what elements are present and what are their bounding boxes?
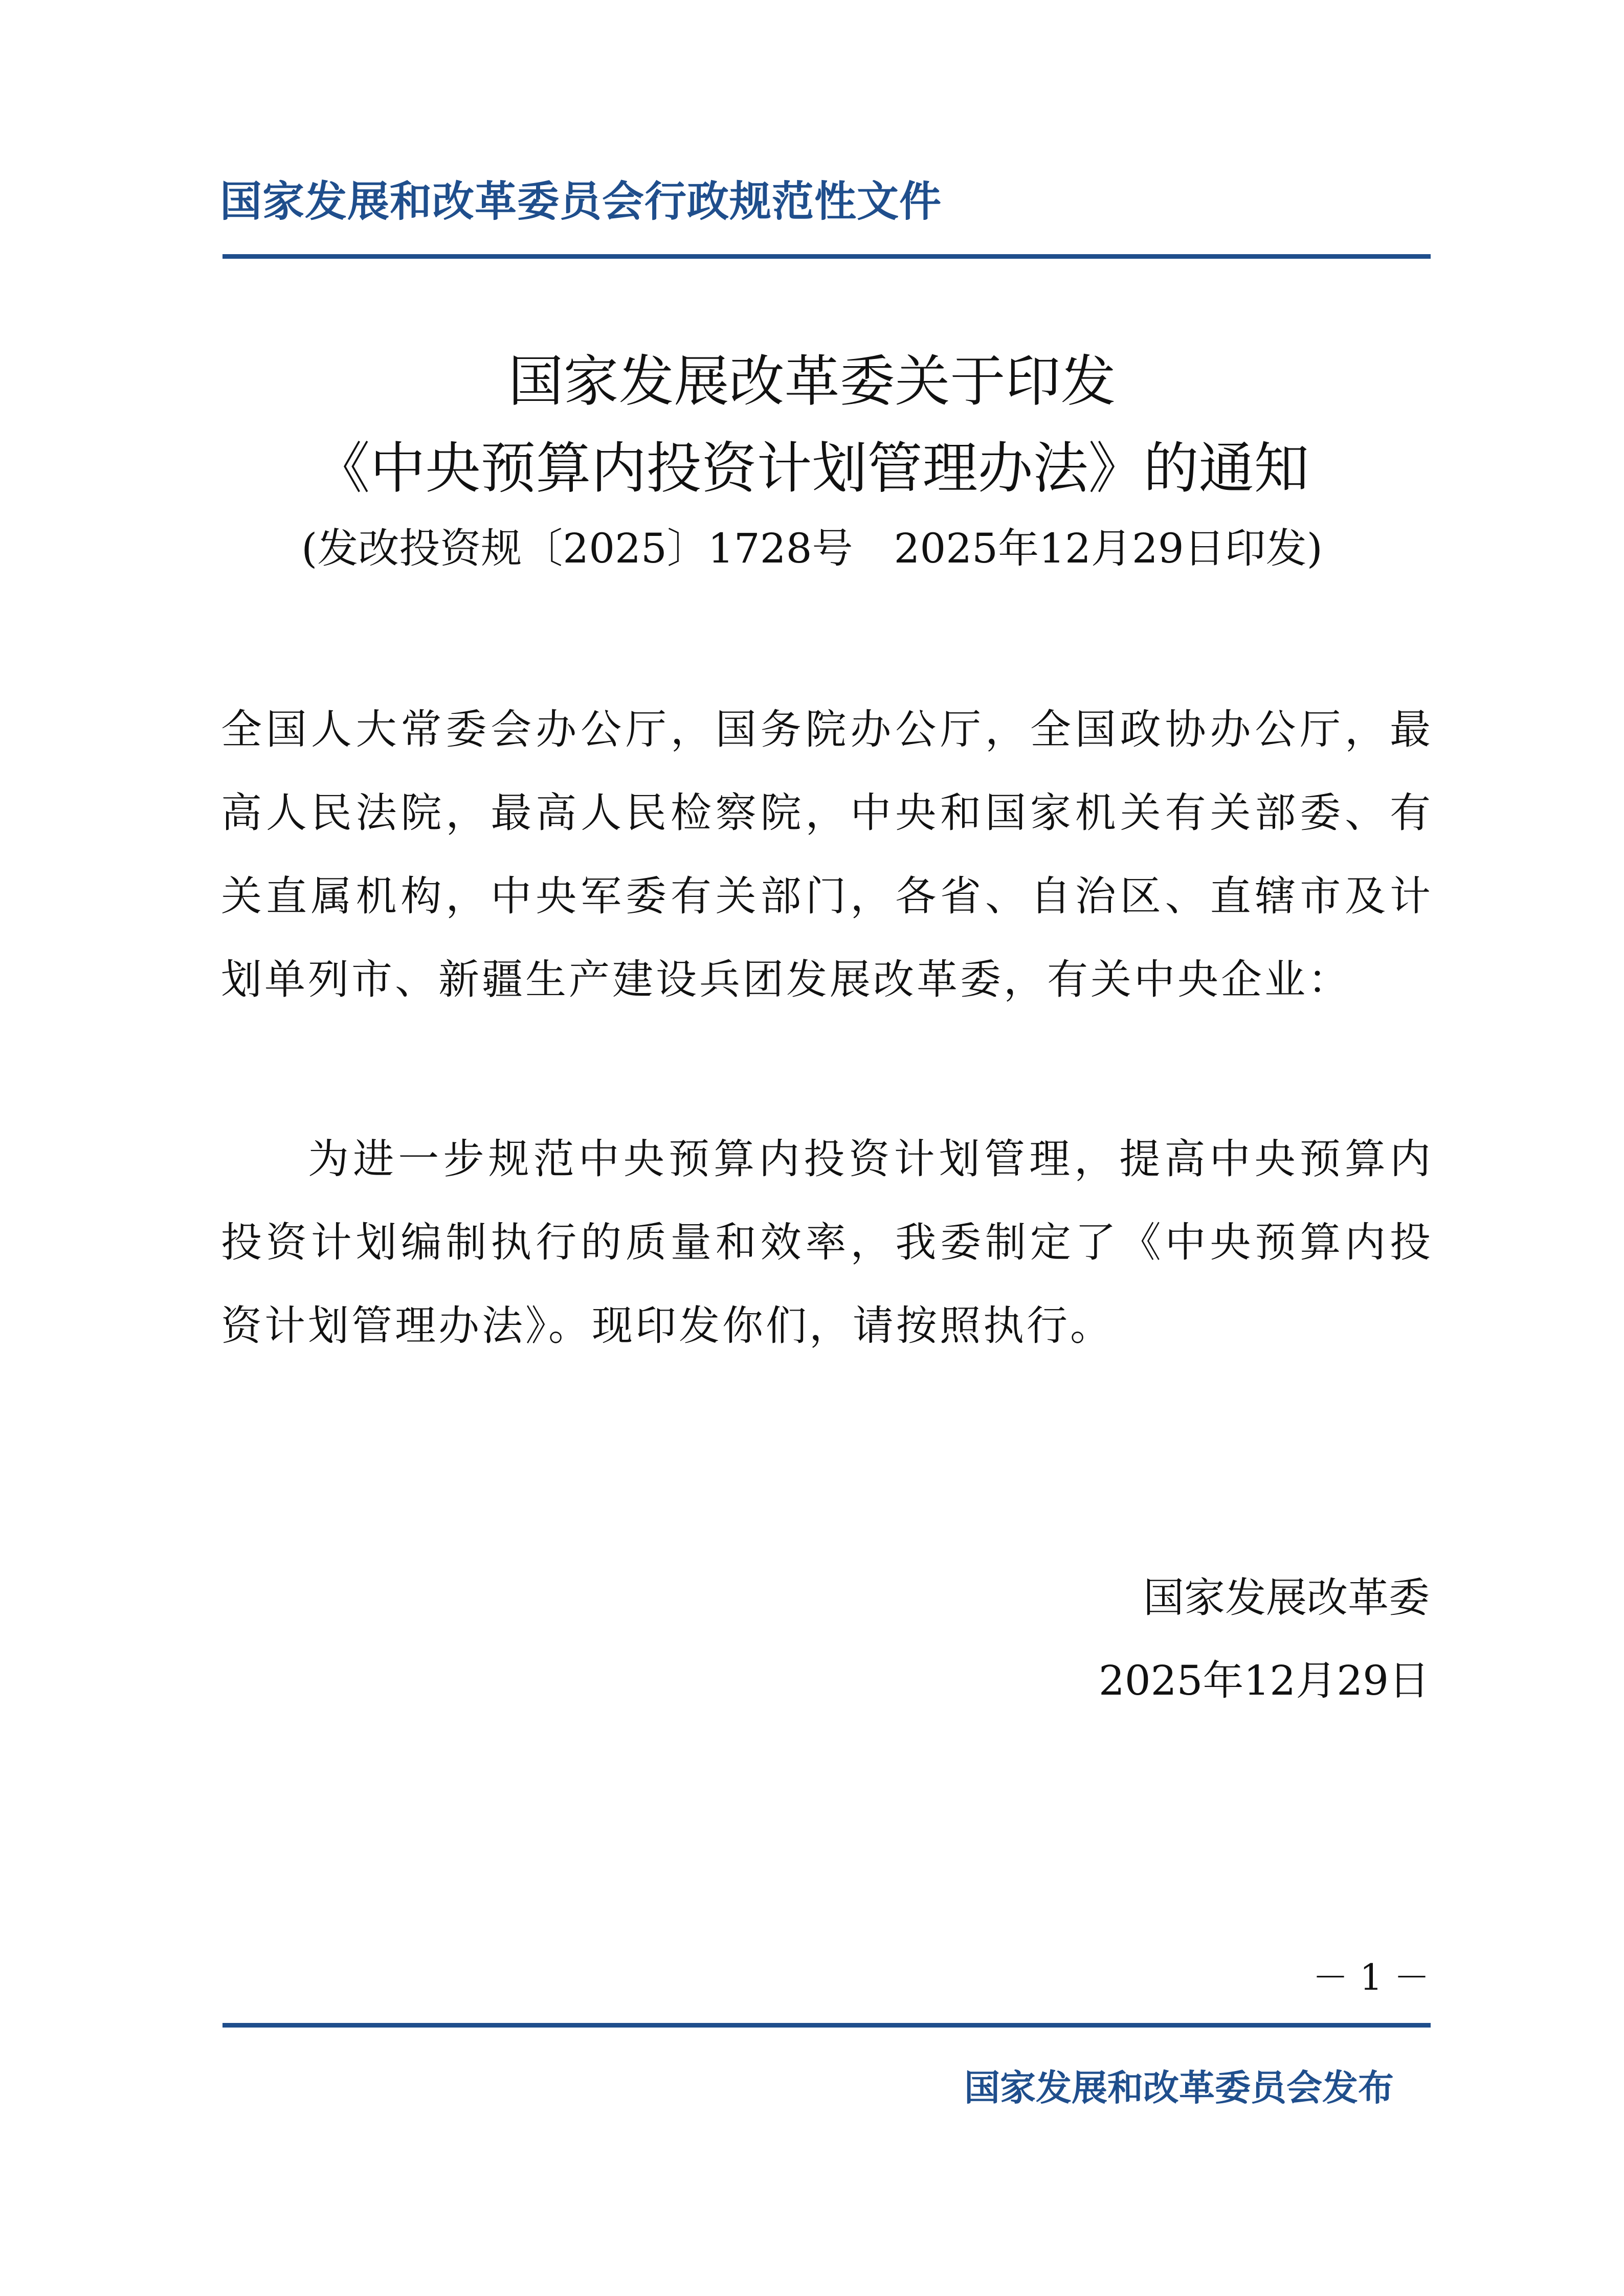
signature-organization: 国家发展改革委 bbox=[1143, 1574, 1430, 1622]
footer-publisher: 国家发展和改革委员会发布 bbox=[964, 2067, 1394, 2109]
page-number: － 1 － bbox=[1312, 1956, 1430, 1998]
document-number: (发改投资规〔2025〕1728号 2025年12月29日印发) bbox=[301, 525, 1323, 572]
signature-date: 2025年12月29日 bbox=[1098, 1657, 1430, 1704]
addressee-paragraph: 全国人大常委会办公厅，国务院办公厅，全国政协办公厅，最高人民法院，最高人民检察院，中央和国家机关有关部委、有关直属机构，中央军委有关部门，各省、自治区、直辖市及计划单列市、新疆生产建设兵团发展改革委，有关中央企业： bbox=[221, 706, 1433, 1003]
header-title: 国家发展和改革委员会行政规范性文件 bbox=[220, 177, 942, 226]
header-divider bbox=[223, 254, 1431, 259]
footer-divider bbox=[223, 2023, 1431, 2028]
body-paragraph: 为进一步规范中央预算内投资计划管理，提高中央预算内投资计划编制执行的质量和效率，我委制定了《中央预算内投资计划管理办法》。现印发你们，请按照执行。 bbox=[221, 1135, 1433, 1349]
document-title-line1: 国家发展改革委关于印发 bbox=[508, 350, 1116, 414]
document-title-line2: 《中央预算内投资计划管理办法》的通知 bbox=[315, 437, 1309, 501]
